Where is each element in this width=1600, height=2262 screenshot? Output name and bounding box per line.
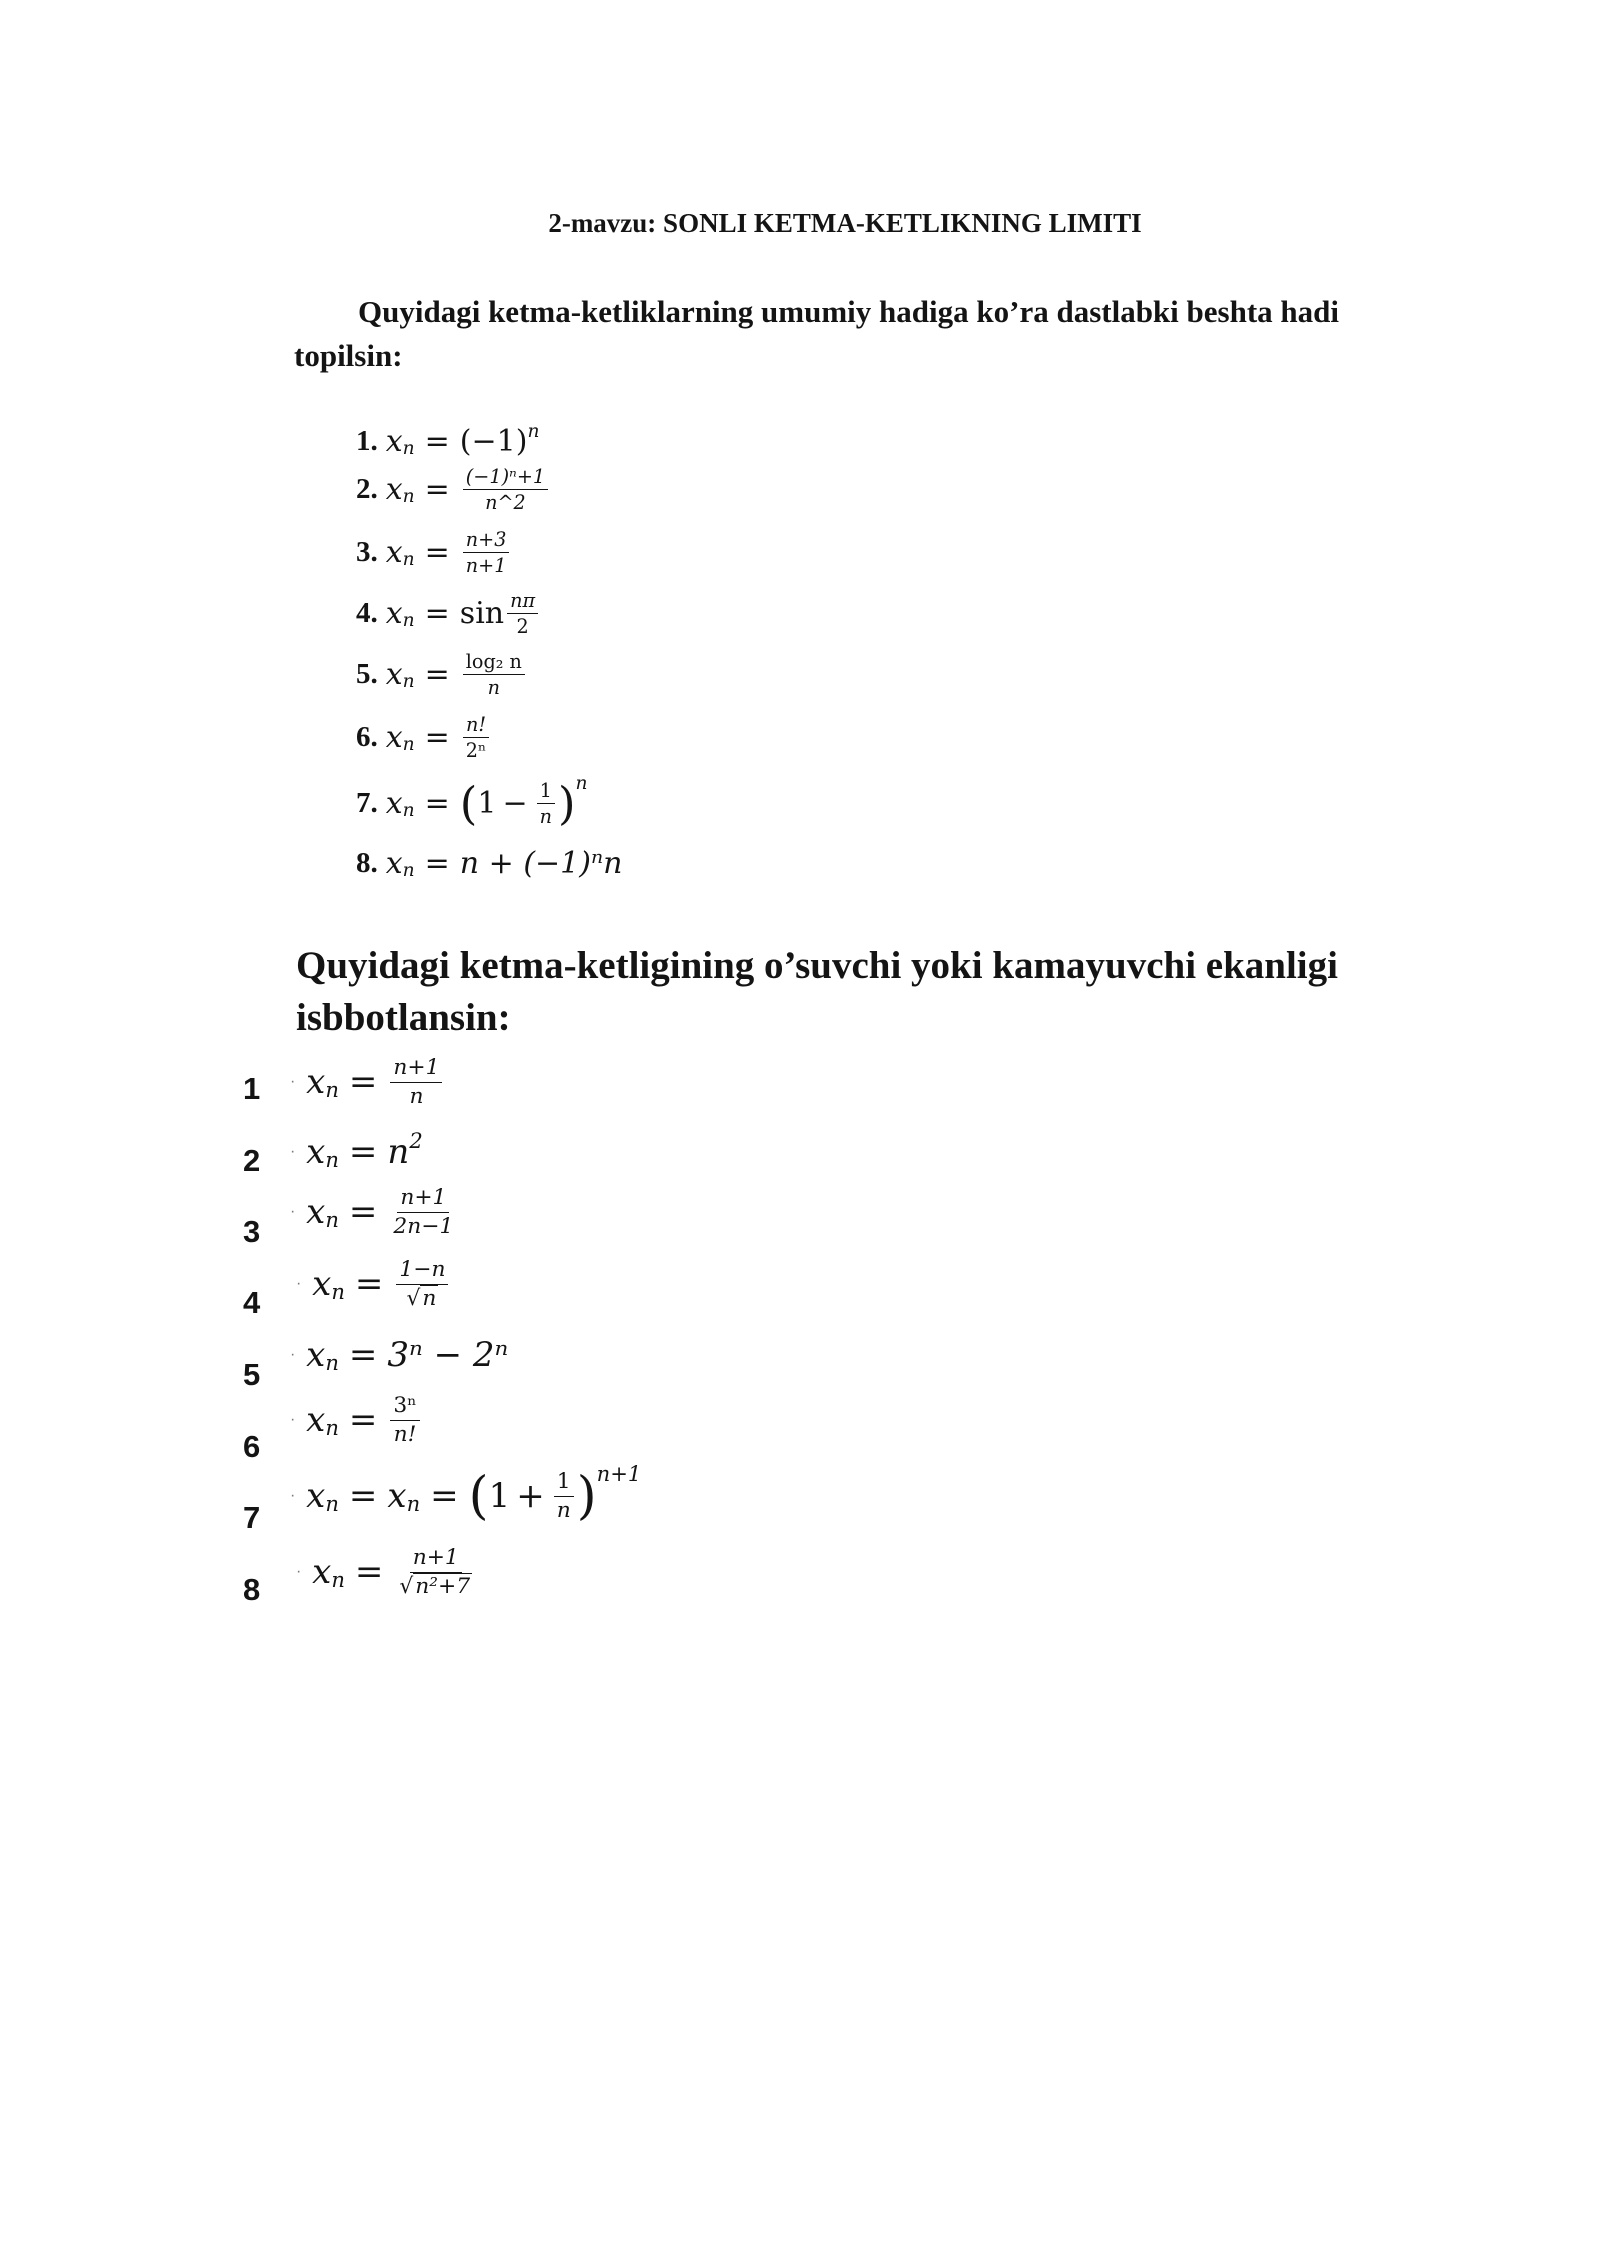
formula-2: 2. x n = $\frac{\text{(−1)ⁿ+1}}{n\^{}2}$ bbox=[356, 466, 551, 513]
s2-formula-2: · x n = n 2 bbox=[290, 1127, 423, 1172]
formula-7: 7. x n = ( 1 − $\frac{1}{n}$ ) n bbox=[356, 772, 588, 831]
formula-1: 1. x n = (−1) n bbox=[356, 420, 540, 459]
formula-5: 5. x n = $\frac{\text{log₂ n}}{n}$ bbox=[356, 651, 528, 698]
row-number: 7 bbox=[243, 1500, 261, 1535]
fraction: $\frac{n+1}{\text{√n²+7}}$ bbox=[399, 1545, 471, 1599]
row-number: 8 bbox=[243, 1572, 261, 1607]
fraction: $\frac{\text{log₂ n}}{n}$ bbox=[463, 651, 525, 698]
row-number: 1 bbox=[243, 1071, 261, 1106]
row-number: 5 bbox=[243, 1357, 261, 1392]
fraction: $\frac{1}{n}$ bbox=[537, 780, 555, 827]
s2-formula-8: · x n = $\frac{n+1}{\text{√n²+7}}$ bbox=[296, 1546, 478, 1599]
s2-formula-1: · x n = $\frac{n+1}{n}$ bbox=[290, 1056, 445, 1109]
formula-8: 8. x n = n + (−1)ⁿn bbox=[356, 846, 623, 881]
row-number: 2 bbox=[243, 1143, 261, 1178]
section2-heading: Quyidagi ketma-ketligining o’suvchi yoki kamayuvchi ekanligi isbbotlansin: bbox=[296, 944, 1338, 1039]
fraction: $\frac{1}{n}$ bbox=[554, 1470, 574, 1523]
s2-formula-6: · x n = $\frac{\text{3ⁿ}}{n!}$ bbox=[290, 1394, 423, 1447]
row-number: 4 bbox=[243, 1285, 261, 1320]
fraction: $\frac{n+1}{2n-1}$ bbox=[393, 1185, 454, 1239]
formula-4: 4. x n = sin $\frac{n\pi}{2}$ bbox=[356, 590, 541, 637]
fraction: $\frac{n+3}{n+1}$ bbox=[463, 529, 510, 576]
s2-formula-3: · x n = $\frac{n+1}{2n-1}$ bbox=[290, 1186, 459, 1239]
fraction: $\frac{n\pi}{2}$ bbox=[507, 590, 538, 637]
section1-heading: Quyidagi ketma-ketliklarning umumiy hadiga ko’ra dastlabki beshta hadi topilsin: bbox=[294, 294, 1340, 373]
s2-formula-4: · x n = $\frac{1-n}{√n}$ bbox=[296, 1258, 451, 1311]
fraction: $\frac{1-n}{√n}$ bbox=[396, 1258, 448, 1311]
s2-formula-5: · x n = 3ⁿ − 2ⁿ bbox=[290, 1335, 509, 1375]
fraction: $\frac{\text{3ⁿ}}{n!}$ bbox=[390, 1394, 419, 1447]
formula-6: 6. x n = $\frac{n!}{\text{2ⁿ}}$ bbox=[356, 714, 492, 761]
s2-formula-7: · x n = x n = ( 1 + $\frac{1}{n}$ ) n+1 bbox=[290, 1460, 642, 1526]
row-number: 3 bbox=[243, 1214, 261, 1249]
row-number: 6 bbox=[243, 1429, 261, 1464]
fraction: $\frac{n+1}{n}$ bbox=[390, 1056, 442, 1109]
fraction: $\frac{\text{(−1)ⁿ+1}}{n\^{}2}$ bbox=[463, 466, 548, 513]
formula-3: 3. x n = $\frac{n+3}{n+1}$ bbox=[356, 529, 512, 576]
page-title: 2-mavzu: SONLI KETMA-KETLIKNING LIMITI bbox=[548, 208, 1142, 238]
fraction: $\frac{n!}{\text{2ⁿ}}$ bbox=[463, 714, 490, 761]
